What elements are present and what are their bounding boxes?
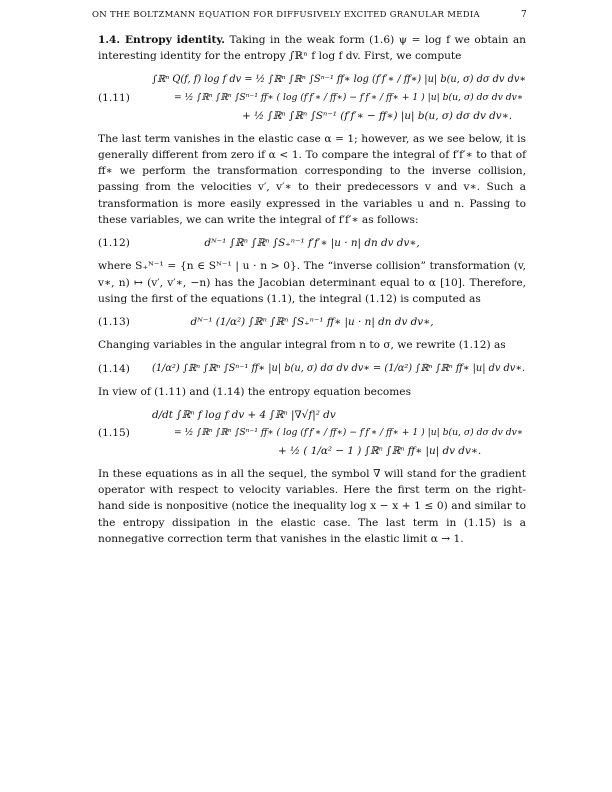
equation-line: (1/α²) ∫ℝⁿ ∫ℝⁿ ∫Sⁿ⁻¹ ff∗ |u| b(u, σ) dσ dv dv∗ = (1/α²) ∫ℝⁿ ∫ℝⁿ ff∗ |u| dv dv∗. xyxy=(152,362,526,374)
equation-1-14 xyxy=(98,360,526,378)
equation-line: + ½ ∫ℝⁿ ∫ℝⁿ ∫Sⁿ⁻¹ (f′f′∗ − ff∗) |u| b(u, σ) dσ dv dv∗. xyxy=(242,109,513,122)
section-heading: 1.4. Entropy identity. xyxy=(98,34,225,46)
equation-number: (1.12) xyxy=(98,237,130,250)
equation-line: ∫ℝⁿ Q(f, f) log f dv = ½ ∫ℝⁿ ∫ℝⁿ ∫Sⁿ⁻¹ ff∗ log (f′f′∗ / ff∗) |u| b(u, σ) dσ dv dv∗ xyxy=(152,73,527,85)
running-header xyxy=(0,10,612,24)
equation-1-12 xyxy=(98,234,526,252)
equation-line: = ½ ∫ℝⁿ ∫ℝⁿ ∫Sⁿ⁻¹ ff∗ ( log (f′f′∗ / ff∗) − f′f′∗ / ff∗ + 1 ) |u| b(u, σ) dσ dv dv∗ xyxy=(174,91,524,103)
paragraph: The last term vanishes in the elastic case α = 1; however, as we see below, it is generally different from zero if α < 1. To compare the integral of f′f′∗ to that of ff∗ we perform the transformation corresponding to the inverse collision, passing from the velocities v′, v′∗ to their predecessors v and v∗. Such a transformation is more easily expressed in the variables u and n. Passing to these variables, we can write the integral of f′f′∗ as follows: xyxy=(98,132,526,227)
paragraph: In these equations as in all the sequel, the symbol ∇ will stand for the gradient operator with respect to velocity variables. Here the first term on the right-hand side is nonpositive (notice the inequality log x − x + 1 ≤ 0) and similar to the entropy dissipation in the elastic case. The last term in (1.15) is a nonnegative correction term that vanishes in the elastic limit α → 1. xyxy=(98,467,526,546)
equation-number: (1.13) xyxy=(98,316,130,329)
running-title: ON THE BOLTZMANN EQUATION FOR DIFFUSIVELY EXCITED GRANULAR MEDIA xyxy=(92,10,480,20)
equation-line: dᴺ⁻¹ (1/α²) ∫ℝⁿ ∫ℝⁿ ∫S₊ⁿ⁻¹ ff∗ |u · n| dn dv dv∗, xyxy=(190,316,434,329)
equation-1-11 xyxy=(98,71,526,125)
equation-line: + ½ ( 1/α² − 1 ) ∫ℝⁿ ∫ℝⁿ ff∗ |u| dv dv∗. xyxy=(278,444,482,457)
equation-line: d/dt ∫ℝⁿ f log f dv + 4 ∫ℝⁿ |∇√f|² dv xyxy=(152,408,336,421)
equation-line: dᴺ⁻¹ ∫ℝⁿ ∫ℝⁿ ∫S₊ⁿ⁻¹ f′f′∗ |u · n| dn dv dv∗, xyxy=(204,237,420,250)
section-paragraph xyxy=(98,32,526,65)
paragraph: Changing variables in the angular integral from n to σ, we rewrite (1.12) as xyxy=(98,339,506,352)
equation-1-15 xyxy=(98,406,526,460)
section-intro: Taking in the weak form (1.6) ψ = log f we obtain an interesting identity for the entropy ∫ℝⁿ f log f dv. First, we compute xyxy=(98,34,526,63)
paragraph: where S₊ᴺ⁻¹ = {n ∈ Sᴺ⁻¹ | u · n > 0}. The “inverse collision” transformation (v, v∗, n) ↦ (v′, v′∗, −n) has the Jacobian determinant equal to α [10]. Therefore, using the first of the equations (1.1), the integral (1.12) is computed as xyxy=(98,260,526,305)
equation-line: = ½ ∫ℝⁿ ∫ℝⁿ ∫Sⁿ⁻¹ ff∗ ( log (f′f′∗ / ff∗) − f′f′∗ / ff∗ + 1 ) |u| b(u, σ) dσ dv dv∗ xyxy=(174,426,524,438)
equation-number: (1.15) xyxy=(98,426,130,439)
equation-number: (1.11) xyxy=(98,91,130,104)
paragraph: In view of (1.11) and (1.14) the entropy equation becomes xyxy=(98,385,412,398)
equation-number: (1.14) xyxy=(98,362,130,375)
page-body xyxy=(98,32,526,547)
page-number: 7 xyxy=(521,10,527,20)
equation-1-13 xyxy=(98,313,526,331)
